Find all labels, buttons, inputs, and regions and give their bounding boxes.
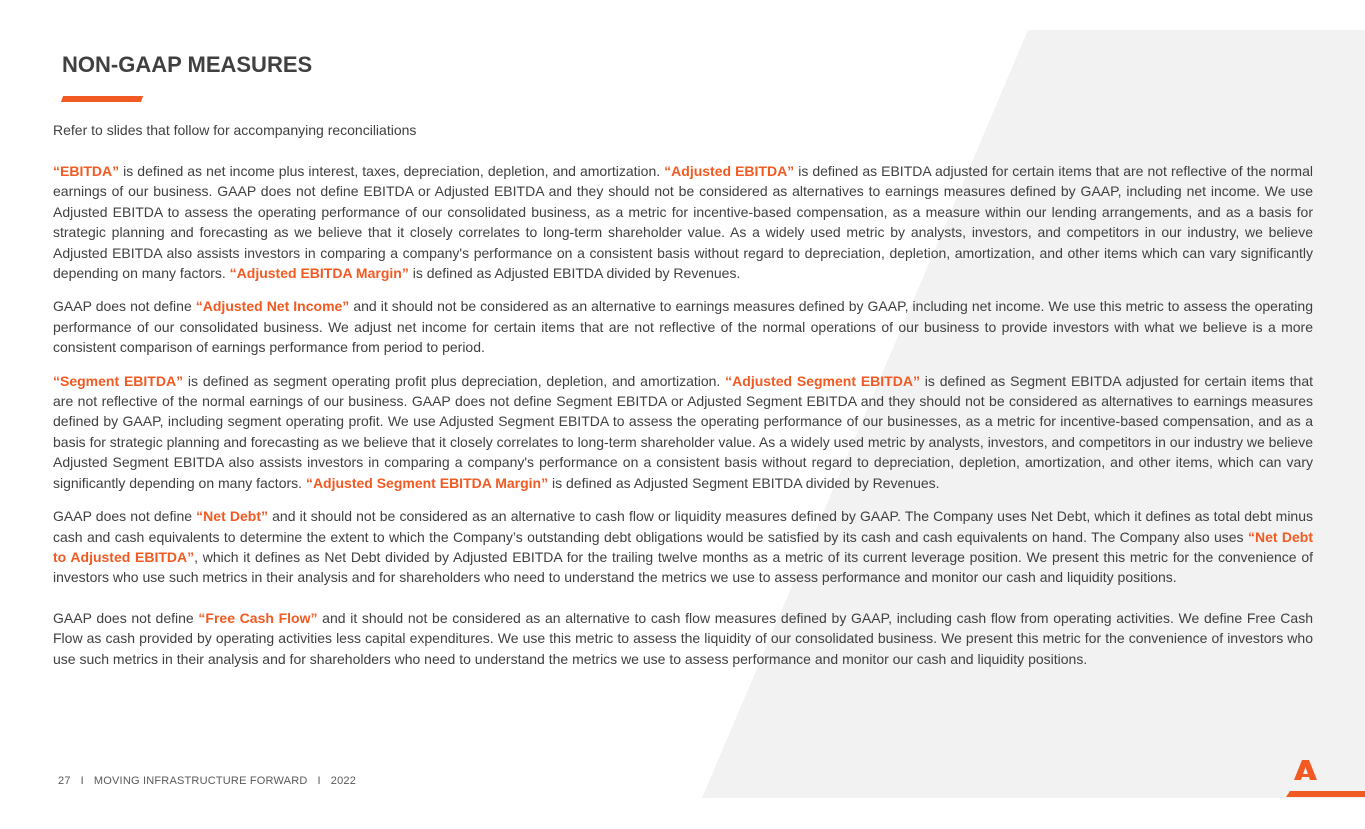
paragraph-text: is defined as segment operating profit plus depreciation, depletion, and amortization.: [183, 372, 726, 389]
paragraph-adjusted-net-income: [53, 296, 1313, 357]
paragraph-segment-ebitda: [53, 371, 1313, 493]
paragraph-free-cash-flow: [53, 608, 1313, 669]
footer-tagline: MOVING INFRASTRUCTURE FORWARD: [93, 775, 308, 787]
paragraph-text: and it should not be considered as an alternative to cash flow or liquidity measures defined by GAAP. The Company uses Net Debt, which it defines as total debt minus cash and cash equivalents to determine the extent to which the Company’s outstanding debt obligations would be satisfied by its cash and cash equivalents on hand. The Company also uses: [53, 508, 1313, 545]
term-ebitda: “EBITDA”: [53, 163, 120, 179]
term-free-cash-flow: “Free Cash Flow”: [198, 609, 318, 626]
paragraph-text: and it should not be considered as an alternative to earnings measures defined by GAAP, including net income. We use this metric to assess the operating performance of our consolidated business. We adjust net income for certain items that are not reflective of the normal operations of our business to provide investors with what we believe is a more consistent comparison of earnings performance from period to period.: [53, 298, 1313, 356]
page-title: NON-GAAP MEASURES: [62, 52, 313, 77]
term-net-debt: “Net Debt”: [196, 508, 268, 525]
page-number: 27: [58, 775, 71, 787]
term-net-debt-to-adjusted-ebitda: “Net Debt to Adjusted EBITDA”: [53, 528, 1314, 565]
footer-separator: I: [80, 775, 84, 787]
term-adjusted-ebitda-margin: “Adjusted EBITDA Margin”: [229, 265, 409, 282]
term-adjusted-segment-ebitda-margin: “Adjusted Segment EBITDA Margin”: [305, 474, 549, 491]
footer-separator: I: [317, 775, 321, 787]
paragraph-text: is defined as Adjusted EBITDA divided by Revenues.: [408, 265, 741, 282]
paragraph-text: and it should not be considered as an alternative to cash flow measures defined by GAAP, including cash flow from operating activities. We define Free Cash Flow as cash provided by operating activities less capital expenditures. We use this metric to assess the liquidity of our consolidated business. We present this metric for the convenience of investors who use such metrics in their analysis and for shareholders who need to understand the metrics we use to assess performance and monitor our cash and liquidity positions.: [53, 609, 1313, 667]
body-text: [53, 161, 1313, 682]
paragraph-text: is defined as net income plus interest, taxes, depreciation, depletion, and amortization.: [119, 163, 665, 179]
paragraph-text: , which it defines as Net Debt divided by Adjusted EBITDA for the trailing twelve months as a metric of its current leverage position. We present this metric for the convenience of investors who use such metrics in their analysis and for shareholders who need to understand the metrics we use to assess performance and monitor our cash and liquidity positions.: [53, 548, 1313, 586]
paragraph-text: is defined as EBITDA adjusted for certain items that are not reflective of the normal earnings of our business. GAAP does not define EBITDA or Adjusted EBITDA and they should not be considered as alternatives to earnings measures defined by GAAP, including net income. We use Adjusted EBITDA to assess the operating performance of our consolidated business, as a metric for incentive-based compensation, as a measure within our lending arrangements, and as a basis for strategic planning and forecasting as we believe that it closely correlates to long-term shareholder value. As a widely used metric by analysts, investors, and competitors in our industry, we believe Adjusted EBITDA also assists investors in comparing a company's performance on a consistent basis without regard to depreciation, depletion, amortization, and other items which can vary significantly depending on many factors.: [53, 163, 1313, 282]
paragraph-text: is defined as Adjusted Segment EBITDA divided by Revenues.: [548, 474, 940, 491]
paragraph-ebitda: [53, 161, 1313, 283]
paragraph-text: GAAP does not define: [53, 298, 196, 315]
paragraph-text: is defined as Segment EBITDA adjusted for certain items that are not reflective of the normal earnings of our business. GAAP does not define Segment EBITDA or Adjusted Segment EBITDA and they should not be considered as alternatives to earnings measures defined by GAAP, including segment operating profit. We use Adjusted Segment EBITDA to assess the operating performance of our businesses, as a metric for incentive-based compensation, and as a basis for strategic planning and forecasting as we believe that it closely correlates to long-term shareholder value. As a widely used metric by analysts, investors, and competitors in our industry we believe Adjusted Segment EBITDA also assists investors in comparing a company's performance on a consistent basis without regard to depreciation, depletion, amortization, and other items, which can vary significantly depending on many factors.: [53, 372, 1314, 491]
title-underline: [61, 96, 143, 102]
paragraph-text: GAAP does not define: [53, 508, 197, 525]
paragraph-text: GAAP does not define: [53, 609, 199, 626]
company-logo-icon: [1284, 758, 1365, 800]
term-adjusted-segment-ebitda: “Adjusted Segment EBITDA”: [725, 372, 920, 389]
subtitle: Refer to slides that follow for accompanying reconciliations: [53, 122, 417, 138]
term-segment-ebitda: “Segment EBITDA”: [53, 372, 184, 389]
term-adjusted-ebitda: “Adjusted EBITDA”: [664, 163, 795, 179]
term-adjusted-net-income: “Adjusted Net Income”: [195, 298, 350, 315]
paragraph-net-debt: [53, 506, 1313, 588]
footer: [58, 775, 366, 787]
footer-year: 2022: [330, 775, 357, 787]
